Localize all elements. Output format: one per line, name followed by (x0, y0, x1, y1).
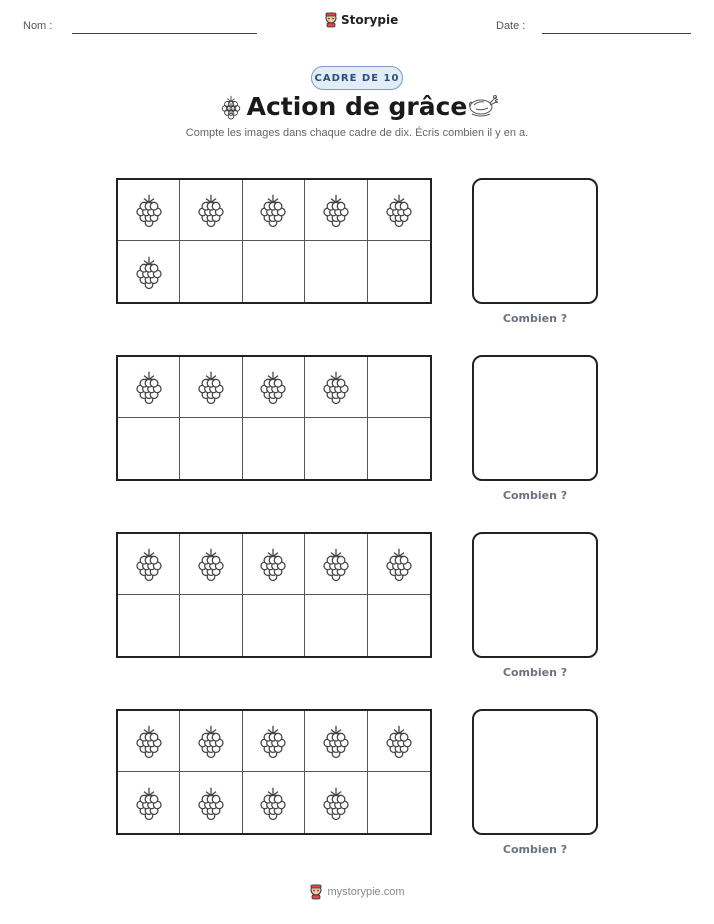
ten-frame-cell (180, 711, 242, 772)
ten-frame-cell (118, 772, 180, 833)
answer-prompt: Combien ? (502, 666, 568, 679)
answer-box-2[interactable] (472, 355, 598, 481)
turkey-icon (466, 91, 498, 119)
raspberry-icon (194, 784, 228, 822)
raspberry-icon (382, 722, 416, 760)
ten-frame-cell (118, 711, 180, 772)
ten-frame-2 (116, 355, 432, 481)
raspberry-icon (256, 545, 290, 583)
ten-frame-cell (243, 357, 305, 418)
name-label: Nom : (23, 20, 53, 32)
instructions: Compte les images dans chaque cadre de dix. Écris combien il y en a. (185, 127, 529, 139)
raspberry-icon (382, 191, 416, 229)
raspberry-icon (319, 368, 353, 406)
name-line[interactable] (72, 33, 257, 34)
page-title: Action de grâce (246, 92, 468, 121)
raspberry-icon (194, 545, 228, 583)
ten-frame-cell (305, 772, 367, 833)
ten-frame-cell (368, 241, 430, 302)
worksheet-type-badge: CADRE DE 10 (311, 66, 403, 90)
answer-box-3[interactable] (472, 532, 598, 658)
ten-frame-cell (243, 534, 305, 595)
date-label: Date : (496, 20, 526, 32)
answer-prompt: Combien ? (502, 312, 568, 325)
ten-frame-cell (118, 241, 180, 302)
ten-frame-cell (368, 711, 430, 772)
raspberry-icon (256, 784, 290, 822)
ten-frame-cell (118, 357, 180, 418)
ten-frame-cell (243, 711, 305, 772)
raspberry-icon (132, 722, 166, 760)
ten-frame-cell (180, 241, 242, 302)
raspberry-icon (132, 545, 166, 583)
ten-frame-cell (243, 418, 305, 479)
ten-frame-cell (180, 418, 242, 479)
ten-frame-cell (118, 180, 180, 241)
raspberry-icon (256, 722, 290, 760)
raspberry-icon (319, 722, 353, 760)
ten-frame-cell (305, 241, 367, 302)
ten-frame-cell (118, 595, 180, 656)
ten-frame-cell (305, 711, 367, 772)
answer-box-4[interactable] (472, 709, 598, 835)
raspberry-icon (132, 191, 166, 229)
ten-frame-cell (368, 418, 430, 479)
raspberry-icon (132, 368, 166, 406)
answer-prompt: Combien ? (502, 489, 568, 502)
ten-frame-cell (305, 595, 367, 656)
ten-frame-cell (180, 180, 242, 241)
ten-frame-cell (243, 772, 305, 833)
ten-frame-cell (180, 772, 242, 833)
storypie-mascot-icon (324, 12, 338, 28)
ten-frame-cell (243, 241, 305, 302)
ten-frame-cell (180, 595, 242, 656)
answer-box-1[interactable] (472, 178, 598, 304)
ten-frame-cell (305, 534, 367, 595)
ten-frame-cell (243, 595, 305, 656)
raspberry-icon (132, 784, 166, 822)
ten-frame-cell (368, 180, 430, 241)
ten-frame-cell (305, 180, 367, 241)
ten-frame-cell (368, 534, 430, 595)
raspberry-icon (319, 191, 353, 229)
ten-frame-cell (305, 357, 367, 418)
ten-frame-cell (368, 772, 430, 833)
raspberry-icon (319, 545, 353, 583)
ten-frame-cell (243, 180, 305, 241)
raspberry-icon (382, 545, 416, 583)
raspberry-icon (194, 191, 228, 229)
storypie-mascot-icon (309, 884, 323, 900)
ten-frame-4 (116, 709, 432, 835)
raspberry-icon (132, 253, 166, 291)
ten-frame-cell (368, 357, 430, 418)
answer-prompt: Combien ? (502, 843, 568, 856)
ten-frame-cell (368, 595, 430, 656)
raspberry-icon (256, 368, 290, 406)
raspberry-icon (194, 368, 228, 406)
ten-frame-cell (180, 534, 242, 595)
raspberry-icon (319, 784, 353, 822)
logo-text: Storypie (341, 13, 399, 27)
ten-frame-cell (305, 418, 367, 479)
ten-frame-3 (116, 532, 432, 658)
ten-frame-cell (180, 357, 242, 418)
ten-frame-cell (118, 418, 180, 479)
raspberry-icon (194, 722, 228, 760)
ten-frame-1 (116, 178, 432, 304)
date-line[interactable] (542, 33, 691, 34)
ten-frame-cell (118, 534, 180, 595)
footer (0, 884, 714, 900)
storypie-logo (324, 12, 398, 28)
raspberry-icon (256, 191, 290, 229)
footer-url: mystorypie.com (327, 886, 405, 898)
